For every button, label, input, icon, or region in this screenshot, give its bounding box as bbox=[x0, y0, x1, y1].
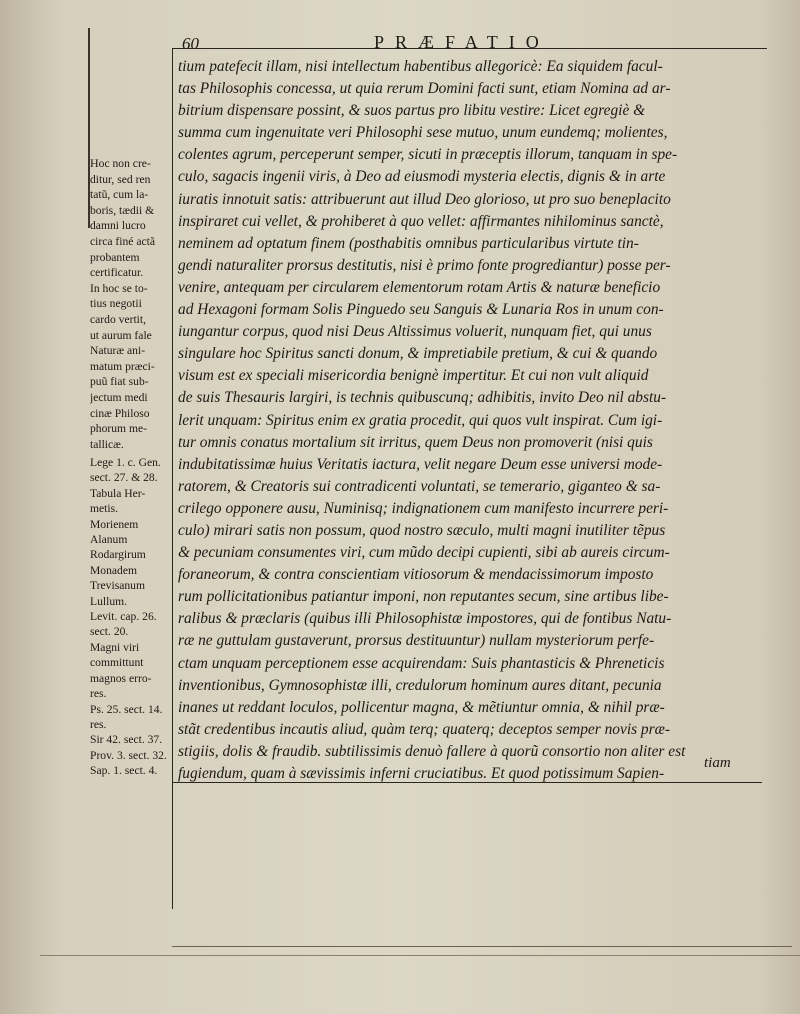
marginal-line: Sir 42. sect. 37. bbox=[90, 733, 163, 747]
marginal-line: Alanum bbox=[90, 533, 128, 547]
text-line: indubitatissimæ huius Veritatis iactura, velit negare Deum esse universi mode- bbox=[178, 455, 663, 473]
text-line: & pecuniam consumentes viri, cum mũdo decipi cupienti, sibi ab aureis circum- bbox=[178, 544, 670, 562]
marginal-note-2 bbox=[90, 455, 172, 779]
text-line: fugiendum, quam à sævissimis inferni cruciatibus. Et quod potissimum Sapien- bbox=[178, 765, 665, 782]
text-line: de suis Thesauris largiri, is technis quibuscunq; adhibitis, invito Deo nil abstu- bbox=[178, 389, 667, 407]
text-line: foraneorum, & contra conscientiam vitiosorum & mendacissimorum imposto bbox=[178, 566, 654, 584]
marginal-line: tius negotii bbox=[90, 297, 142, 311]
page-edge-rule bbox=[40, 955, 800, 956]
page-number: 60 bbox=[182, 34, 199, 53]
marginal-line: Tabula Her- bbox=[90, 486, 146, 500]
marginal-line: cinæ Philoso bbox=[90, 406, 150, 420]
text-line: venire, antequam per circularem elementorum rotam Artis & naturæ beneficio bbox=[178, 278, 661, 296]
marginal-line: damni lucro bbox=[90, 219, 146, 233]
marginal-line: res. bbox=[90, 687, 107, 701]
marginal-line: phorum me- bbox=[90, 422, 147, 436]
text-line: lerit unquam: Spiritus enim ex gratia procedit, qui quos vult inspirat. Cum igi- bbox=[178, 411, 663, 429]
marginal-line: magnos erro- bbox=[90, 671, 152, 685]
marginal-line: cardo vertit, bbox=[90, 312, 147, 326]
marginal-line: Trevisanum bbox=[90, 579, 145, 593]
text-line: ad Hexagoni formam Solis Pinguedo seu Sanguis & Lunaria Ros in unum con- bbox=[178, 301, 664, 319]
running-title: PRÆFATIO bbox=[374, 32, 550, 52]
marginal-line: sect. 20. bbox=[90, 625, 129, 639]
text-line: iungantur corpus, quod nisi Deus Altissimus voluerit, nunquam fiet, qui unus bbox=[178, 323, 652, 341]
marginal-line: Rodargirum bbox=[90, 548, 146, 562]
marginal-line: ditur, sed ren bbox=[90, 172, 151, 186]
text-line: culo, sagacis ingenii viris, à Deo ad eiusmodi mysteria electis, dignis & in arte bbox=[178, 168, 666, 186]
text-line: neminem ad optatum finem (posthabitis omnibus particularibus virtute tin- bbox=[178, 234, 639, 252]
marginal-line: tatũ, cum la- bbox=[90, 188, 149, 202]
marginal-line: Ps. 25. sect. 14. bbox=[90, 702, 163, 716]
text-line: singulare hoc Spiritus sancti donum, & impretiabile pretium, & cui & quando bbox=[178, 345, 658, 363]
main-text-block bbox=[178, 56, 760, 785]
marginal-line: probantem bbox=[90, 250, 140, 264]
text-line: ræ ne guttulam gustaverunt, prorsus destituuntur) nullam mysteriorum perfe- bbox=[178, 632, 655, 650]
marginal-line: Naturæ ani- bbox=[90, 344, 146, 358]
text-line: ralibus & præclaris (quibus illi Philosophistæ impostores, qui de fontibus Natu- bbox=[178, 610, 672, 628]
text-line: gendi naturaliter prorsus destitutis, nisi è primo fonte progrediantur) posse per- bbox=[178, 256, 671, 274]
marginal-line: puũ fiat sub- bbox=[90, 375, 149, 389]
text-line: rum pollicitationibus patiantur imponi, non reputantes secum, sine artibus libe- bbox=[178, 588, 669, 606]
marginal-line: In hoc se to- bbox=[90, 281, 148, 295]
text-frame-bottom-rule bbox=[172, 782, 762, 783]
text-line: inspiraret cui vellet, & prohiberet à quo vellet: affirmantes nihilominus sanctè, bbox=[178, 212, 664, 230]
text-line: inventionibus, Gymnosophistæ illi, credulorum hominum aures ditant, pecunia bbox=[178, 676, 662, 694]
text-line: visum est ex speciali misericordia benignè impertitur. Et cui non vult aliquid bbox=[178, 367, 649, 385]
marginal-line: sect. 27. & 28. bbox=[90, 471, 158, 485]
marginal-line: Levit. cap. 26. bbox=[90, 610, 157, 624]
marginal-line: Lege 1. c. Gen. bbox=[90, 456, 161, 469]
marginal-line: metis. bbox=[90, 502, 119, 516]
catchword: tiam bbox=[704, 755, 731, 771]
page-bottom-rule bbox=[172, 946, 792, 947]
marginal-line: tallicæ. bbox=[90, 437, 124, 451]
text-line: colentes agrum, perceperunt semper, sicuti in præceptis illorum, tanquam in spe- bbox=[178, 146, 678, 164]
text-line: bitrium dispensare possint, & suos partus pro libitu vestire: Licet egregiè & bbox=[178, 102, 646, 120]
text-line: tium patefecit illam, nisi intellectum habentibus allegoricè: Ea siquidem facul- bbox=[178, 58, 663, 75]
text-line: culo) mirari satis non possum, quod nostro sæculo, multi magni inutiliter tẽpus bbox=[178, 521, 666, 539]
text-line: stigiis, dolis & fraudib. subtilissimis denuò fallere à quorũ consortio non aliter est bbox=[178, 742, 686, 760]
marginal-line: certificatur. bbox=[90, 266, 144, 280]
text-line: ratorem, & Creatoris sui contradicenti voluntati, se temerario, giganteo & sa- bbox=[178, 477, 661, 495]
text-line: tas Philosophis concessa, ut quia rerum Domini facti sunt, etiam Nomina ad ar- bbox=[178, 80, 671, 98]
text-line: ctam unquam perceptionem esse acquirendam: Suis phantasticis & Phreneticis bbox=[178, 654, 665, 672]
text-line: iuratis innotuit satis: attribuerunt aut illud Deo glorioso, ut pro suo beneplacito bbox=[178, 190, 671, 208]
marginal-line: Magni viri bbox=[90, 640, 140, 654]
marginal-line: Sap. 1. sect. 4. bbox=[90, 764, 158, 778]
marginal-line: Prov. 3. sect. 32. bbox=[90, 748, 167, 762]
marginal-line: ut aurum fale bbox=[90, 328, 152, 342]
marginal-line: Monadem bbox=[90, 563, 138, 577]
text-line: crilego opponere ausu, Numinisq; indignationem cum manifesto incurrere peri- bbox=[178, 499, 669, 517]
marginal-note-1 bbox=[90, 156, 172, 452]
text-line: tur omnis conatus mortalium sit irritus, quem Deus non promoverit (nisi quis bbox=[178, 433, 653, 451]
marginal-line: Lullum. bbox=[90, 594, 128, 608]
marginal-line: jectum medi bbox=[90, 390, 148, 404]
marginal-line: matum præci- bbox=[90, 359, 155, 373]
marginal-line: Hoc non cre- bbox=[90, 156, 151, 170]
marginal-line: res. bbox=[90, 717, 107, 731]
marginal-line: circa finé actã bbox=[90, 234, 155, 248]
marginal-line: committunt bbox=[90, 656, 144, 670]
marginal-line: boris, tædii & bbox=[90, 203, 155, 217]
text-line: summa cum ingenuitate veri Philosophi sese mutuo, unum eundemq; molientes, bbox=[178, 124, 668, 142]
marginal-line: Morienem bbox=[90, 517, 139, 531]
text-line: stãt credentibus incautis aliud, quàm terq; quaterq; deceptos semper novis præ- bbox=[178, 720, 671, 738]
text-line: inanes ut reddant loculos, pollicentur magna, & mẽtiuntur omnia, & nihil præ- bbox=[178, 698, 665, 716]
